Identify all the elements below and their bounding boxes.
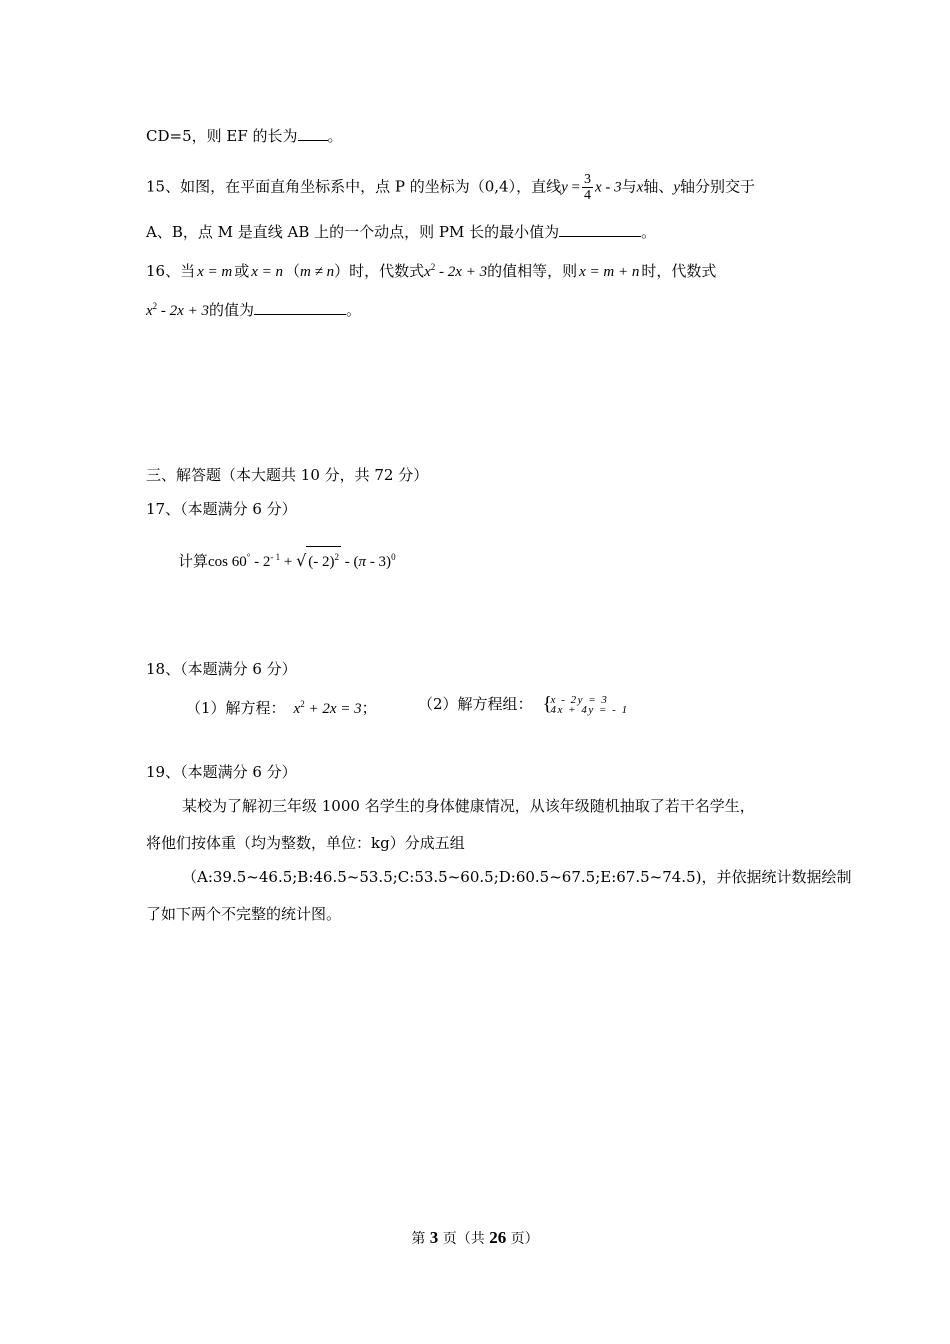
section-title: 三、解答题（本大题共 10 分，共 72 分） xyxy=(146,466,429,484)
text: 时，代数式 xyxy=(641,262,717,280)
math-expr: x = m xyxy=(197,264,233,280)
fraction-denominator: 4 xyxy=(583,188,591,203)
math-var: x xyxy=(424,264,431,280)
math-expr: cos 60 xyxy=(208,554,247,570)
sqrt-icon: √ xyxy=(296,551,307,570)
system-row: 4x + 4y = - 1 xyxy=(550,704,629,716)
text: 或 xyxy=(234,262,250,280)
punct: 。 xyxy=(345,301,361,319)
math-exponent: ° xyxy=(246,552,251,562)
math-var: y xyxy=(673,179,680,196)
math-exponent: 2 xyxy=(300,699,305,709)
math-expr: - 2x + 3 xyxy=(157,303,209,319)
text: 轴、 xyxy=(643,177,674,196)
math-expr: x = m + n xyxy=(579,264,640,280)
q18-part2-label: （2）解方程组： xyxy=(418,695,533,713)
math-var: π xyxy=(358,554,367,570)
math-expr: + 2x = 3 xyxy=(304,701,362,717)
math-exponent: 2 xyxy=(430,262,436,272)
brace-icon: { xyxy=(542,693,553,715)
math-expr: - 2x + 3 xyxy=(435,264,488,280)
q18-part2 xyxy=(418,694,629,715)
math-expr: m ≠ n xyxy=(300,264,335,280)
fraction xyxy=(582,172,593,203)
answer-blank[interactable] xyxy=(298,126,328,141)
q18-part1-label: （1）解方程： xyxy=(186,699,286,717)
footer-text: 第 xyxy=(411,1231,430,1247)
punct: 。 xyxy=(327,127,343,145)
q14-tail-line xyxy=(146,126,343,146)
q19-line1: 某校为了解初三年级 1000 名学生的身体健康情况，从该年级随机抽取了若干名学生， xyxy=(182,797,755,815)
equation-system xyxy=(543,695,629,715)
q17-header: 17、（本题满分 6 分） xyxy=(146,500,297,518)
punct: ； xyxy=(361,699,377,717)
text: ）时，代数式 xyxy=(334,262,425,280)
math-expr: x - 3 xyxy=(594,179,622,196)
math-expr: - 3) xyxy=(366,554,392,570)
page-footer xyxy=(0,1228,950,1248)
q18-header: 18、（本题满分 6 分） xyxy=(146,660,297,678)
math-var: x xyxy=(293,701,301,717)
footer-text: 页（共 xyxy=(438,1231,490,1247)
answer-blank[interactable] xyxy=(559,222,641,237)
footer-text: 页） xyxy=(506,1231,539,1247)
q19-header: 19、（本题满分 6 分） xyxy=(146,763,297,781)
math-var: x xyxy=(636,179,644,196)
q15-line2-text: A、B，点 M 是直线 AB 上的一个动点，则 PM 长的最小值为 xyxy=(146,223,560,241)
math-var: y xyxy=(561,179,568,196)
q19-line2: 将他们按体重（均为整数，单位：kg）分成五组 xyxy=(146,834,465,852)
text: 轴分别交于 xyxy=(680,177,756,196)
q14-tail-text: CD=5，则 EF 的长为 xyxy=(146,127,298,145)
math-op: + xyxy=(280,554,297,570)
math-op: = xyxy=(567,179,580,196)
math-exponent: 2 xyxy=(334,552,340,562)
math-exponent: 2 xyxy=(152,301,158,311)
q18-part1 xyxy=(186,694,377,719)
text: 的值为 xyxy=(208,301,254,319)
q16-line1 xyxy=(146,257,716,282)
page-number: 3 xyxy=(429,1228,439,1247)
math-expr: x = n xyxy=(251,264,284,280)
radicand xyxy=(306,546,341,572)
fraction-numerator: 3 xyxy=(583,172,591,187)
text: 的值相等，则 xyxy=(487,262,578,280)
math-expr: (- 2) xyxy=(308,554,335,570)
math-expr: - ( xyxy=(341,554,359,570)
q17-label: 计算 xyxy=(178,552,209,570)
q19-line3: （A:39.5~46.5;B:46.5~53.5;C:53.5~60.5;D:60.5~67.5;E:67.5~74.5)，并依据统计数据绘制 xyxy=(182,868,852,886)
q15-line2 xyxy=(146,222,656,242)
q15-lead: 15、如图，在平面直角坐标系中，点 P 的坐标为（0,4），直线 xyxy=(146,177,562,196)
q19-line4: 了如下两个不完整的统计图。 xyxy=(146,905,342,923)
text: （ xyxy=(285,262,301,280)
answer-blank[interactable] xyxy=(254,300,346,315)
q16-lead: 16、当 xyxy=(146,262,196,280)
math-var: x xyxy=(146,303,153,319)
q15-line1 xyxy=(146,172,755,203)
math-exponent: 0 xyxy=(391,552,396,562)
math-expr: - 2 xyxy=(250,554,271,570)
q17-expression xyxy=(178,546,396,572)
q16-line2 xyxy=(146,296,361,321)
punct: 。 xyxy=(641,223,657,241)
page-total: 26 xyxy=(489,1228,507,1247)
text: 与 xyxy=(621,177,637,196)
math-exponent: - 1 xyxy=(270,552,281,562)
system-row: x - 2y = 3 xyxy=(550,694,609,706)
